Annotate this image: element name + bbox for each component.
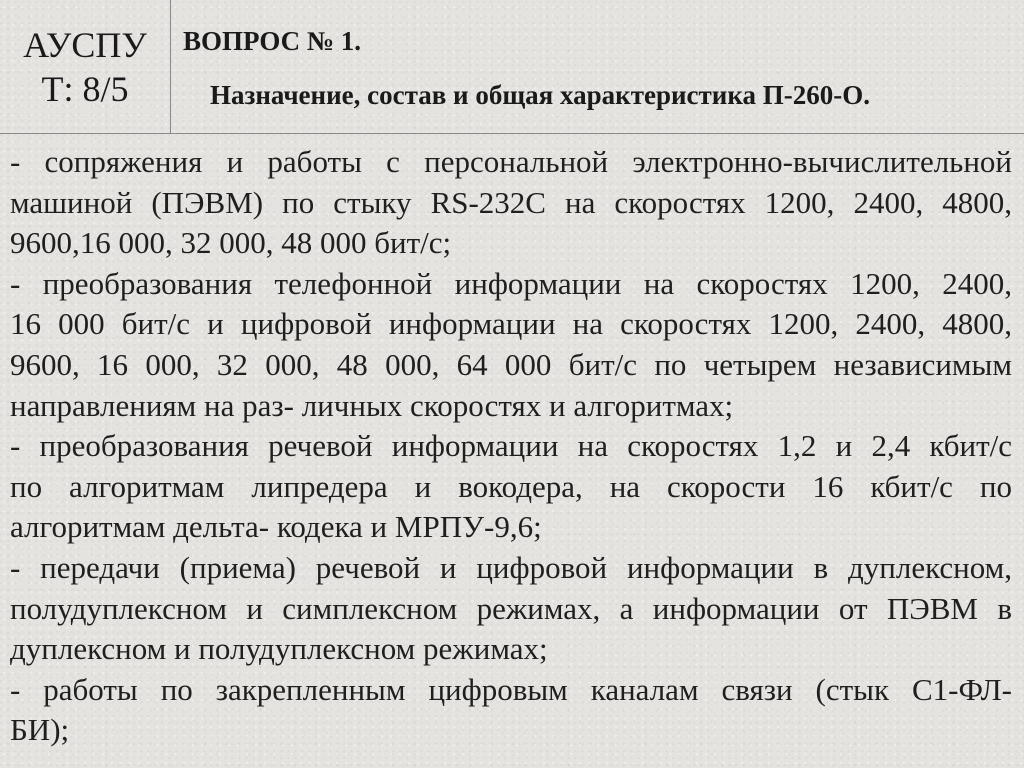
question-number: ВОПРОС № 1. [183, 26, 362, 56]
body-line: алгоритмам дельта- кодека и МРПУ-9,6; [10, 509, 542, 545]
body-line: - преобразования телефонной информации на скоростях 1200, 2400, [10, 265, 1012, 301]
body-line: машиной (ПЭВМ) по стыку RS-232С на скоростях 1200, 2400, 4800, [10, 184, 1012, 220]
body-line: 16 000 бит/с и цифровой информации на скоростях 1200, 2400, 4800, [10, 306, 1012, 342]
question-title: Назначение, состав и общая характеристика П-260-О. [210, 80, 870, 110]
body-line: 9600,16 000, 32 000, 48 000 бит/с; [10, 225, 452, 261]
slide-body-text [10, 142, 1012, 751]
body-line: по алгоритмам липредера и вокодера, на скорости 16 кбит/с по [10, 468, 1012, 504]
body-line: - передачи (приема) речевой и цифровой информации в дуплексном, [10, 549, 1012, 585]
slide-header [0, 0, 1024, 134]
body-line: - работы по закрепленным цифровым каналам связи (стык С1-ФЛ- [10, 671, 1012, 707]
body-line: - сопряжения и работы с персональной электронно-вычислительной [10, 144, 1012, 179]
course-code: АУСПУ [23, 24, 147, 65]
topic-number: Т: 8/5 [41, 68, 129, 109]
body-line: полудуплексном и симплексном режимах, а информации от ПЭВМ в [10, 590, 1012, 626]
body-line: направлениям на раз- личных скоростях и алгоритмах; [10, 387, 734, 423]
course-code-cell [0, 0, 171, 133]
body-line: БИ); [10, 712, 70, 748]
body-line: 9600, 16 000, 32 000, 48 000, 64 000 бит/с по четырем независимым [10, 346, 1012, 382]
body-line: - преобразования речевой информации на скоростях 1,2 и 2,4 кбит/с [10, 428, 1012, 464]
body-line: дуплексном и полудуплексном режимах; [10, 631, 548, 667]
